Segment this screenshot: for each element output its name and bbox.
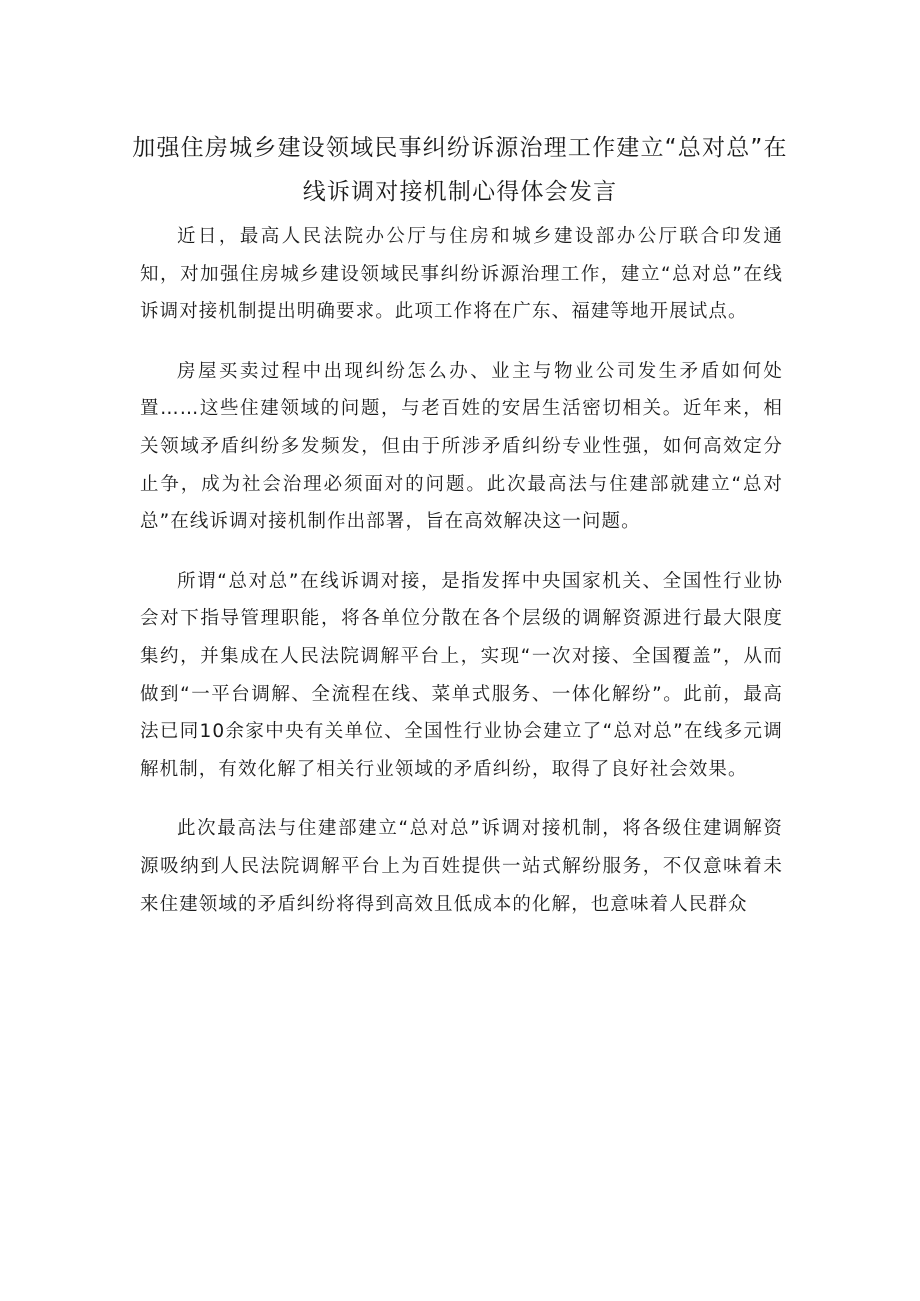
paragraph-4: 此次最高法与住建部建立“总对总”诉调对接机制，将各级住建调解资源吸纳到人民法院调解平台上为百姓提供一站式解纷服务，不仅意味着未来住建领域的矛盾纠纷将得到高效且低成本的化解，也意味着人民群众 xyxy=(140,818,783,915)
paragraph-3: 所谓“总对总”在线诉调对接，是指发挥中央国家机关、全国性行业协会对下指导管理职能，将各单位分散在各个层级的调解资源进行最大限度集约，并集成在人民法院调解平台上，实现“一次对接、全国覆盖”，从而做到“一平台调解、全流程在线、菜单式服务、一体化解纷”。此前，最高法已同10余家中央有关单位、全国性行业协会建立了“总对总”在线多元调解机制，有效化解了相关行业领域的矛盾纠纷，取得了良好社会效果。 xyxy=(140,570,783,780)
document-body xyxy=(140,218,783,945)
document-title: 加强住房城乡建设领域民事纠纷诉源治理工作建立“总对总”在线诉调对接机制心得体会发言 xyxy=(132,135,788,205)
paragraph-2: 房屋买卖过程中出现纠纷怎么办、业主与物业公司发生矛盾如何处置……这些住建领域的问题，与老百姓的安居生活密切相关。近年来，相关领域矛盾纠纷多发频发，但由于所涉矛盾纠纷专业性强，如何高效定分止争，成为社会治理必须面对的问题。此次最高法与住建部就建立“总对总”在线诉调对接机制作出部署，旨在高效解决这一问题。 xyxy=(140,360,783,533)
paragraph-1: 近日，最高人民法院办公厅与住房和城乡建设部办公厅联合印发通知，对加强住房城乡建设领域民事纠纷诉源治理工作，建立“总对总”在线诉调对接机制提出明确要求。此项工作将在广东、福建等地开展试点。 xyxy=(140,226,783,323)
